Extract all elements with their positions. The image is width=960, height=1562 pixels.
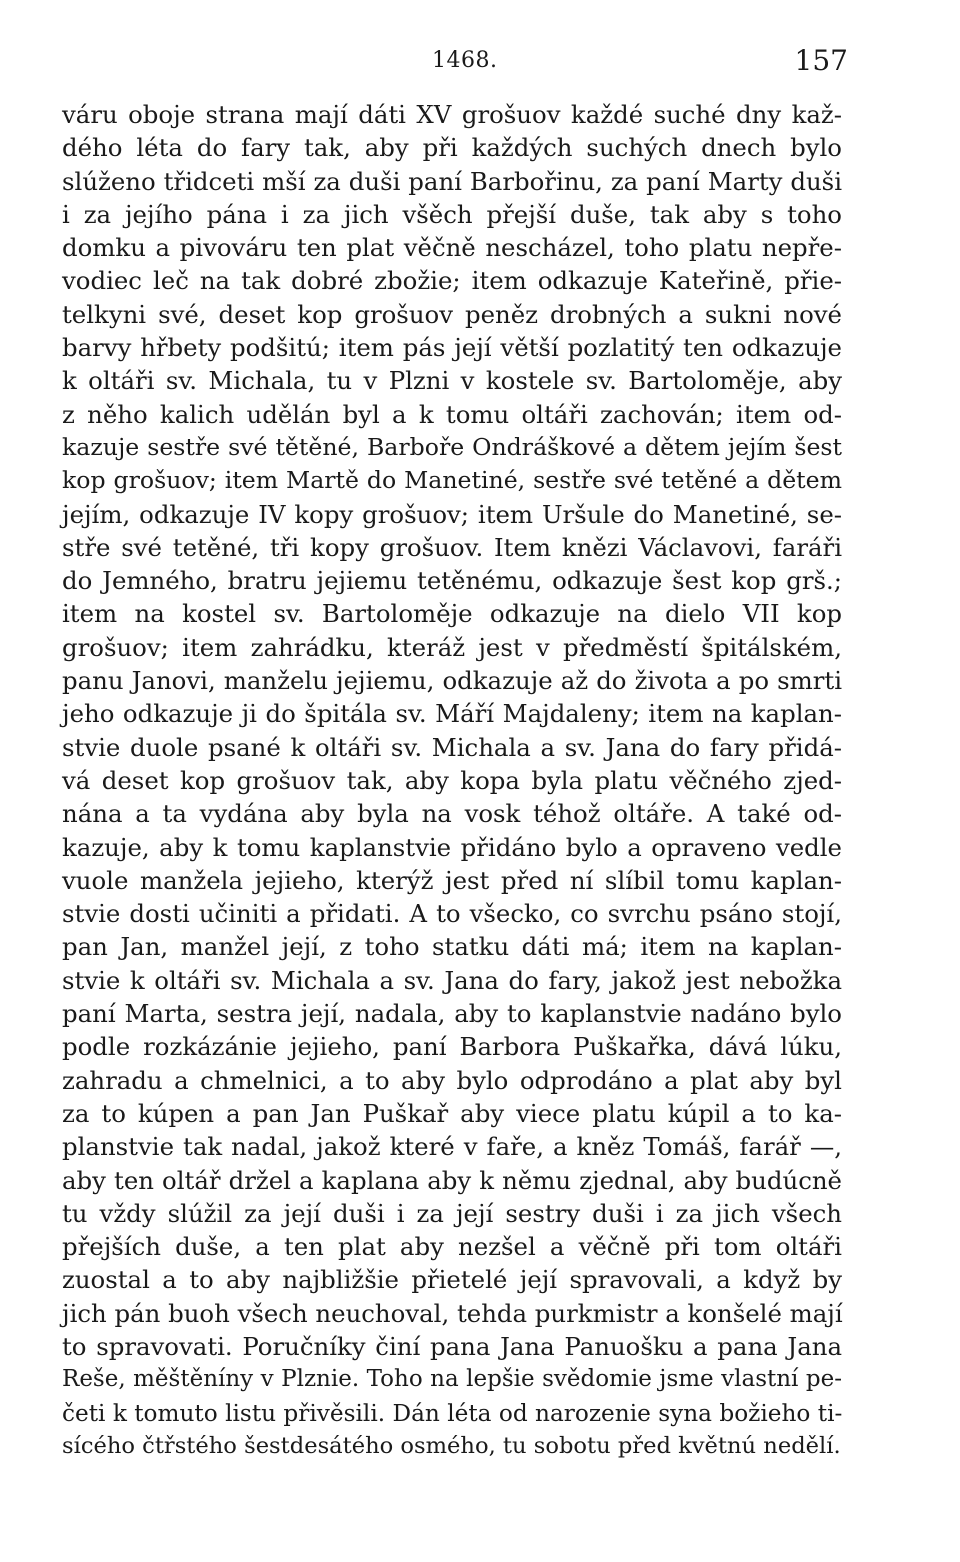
- text-line: stvie duole psané k oltáři sv. Michala a sv. Jana do fary přidá-: [62, 732, 842, 762]
- text-line: panu Janovi, manželu jejiemu, odkazuje až do života a po smrti: [62, 666, 842, 696]
- page-header: [62, 42, 848, 82]
- text-line: i za jejího pána i za jich všěch přejší duše, tak aby s toho: [62, 199, 842, 229]
- text-line: domku a pivováru ten plat věčně nescházel, toho platu nepře-: [62, 233, 842, 263]
- text-line: četi k tomuto listu přivěsili. Dán léta od narozenie syna božieho ti-: [62, 1399, 843, 1427]
- text-line: Reše, měštěníny v Plznie. Toho na lepšie svědomie jsme vlastní pe-: [62, 1366, 842, 1393]
- text-line: přejších duše, a ten plat aby nezšel a věčně při tom oltáři: [62, 1232, 842, 1262]
- text-line: jejím, odkazuje IV kopy grošuov; item Uršule do Manetiné, se-: [62, 499, 842, 529]
- text-line: jich pán buoh všech neuchoval, tehda purkmistr a konšelé mají: [62, 1298, 843, 1328]
- text-line: kazuje, aby k tomu kaplanstvie přidáno bylo a opraveno vedle: [62, 832, 842, 862]
- text-line: zahradu a chmelnici, a to aby bylo odprodáno a plat aby byl: [62, 1065, 842, 1095]
- text-line: z něho kalich udělán byl a k tomu oltáři zachován; item od-: [62, 399, 842, 429]
- text-line: stvie dosti učiniti a přidati. A to všecko, co svrchu psáno stojí,: [62, 899, 842, 929]
- text-line: k oltáři sv. Michala, tu v Plzni v kostele sv. Bartoloměje, aby: [62, 366, 842, 396]
- text-line: kop grošuov; item Martě do Manetiné, sestře své tetěné a dětem: [62, 466, 842, 495]
- text-line: grošuov; item zahrádku, kteráž jest v předměstí špitálském,: [62, 632, 842, 662]
- text-line: do Jemného, bratru jejiemu tetěnému, odkazuje šest kop grš.;: [62, 566, 842, 596]
- text-line: aby ten oltář držel a kaplana aby k němu zjednal, aby budúcně: [62, 1165, 842, 1195]
- text-line: stře své tetěné, tři kopy grošuov. Item knězi Václavovi, faráři: [62, 532, 842, 562]
- text-line: váru oboje strana mají dáti XV grošuov každé suché dny kaž-: [62, 100, 842, 129]
- text-line: nána a ta vydána aby byla na vosk téhož oltáře. A také od-: [62, 799, 842, 829]
- text-line: slúženo třidceti mší za duši paní Barbořinu, za paní Marty duši: [62, 166, 842, 196]
- text-line: paní Marta, sestra její, nadala, aby to kaplanstvie nadáno bylo: [62, 999, 842, 1029]
- text-line: barvy hřbety podšitú; item pás její větší pozlatitý ten odkazuje: [62, 333, 842, 363]
- text-line: vodiec leč na tak dobré zbožie; item odkazuje Kateřině, přie-: [62, 266, 842, 296]
- text-line: jeho odkazuje ji do špitála sv. Máří Majdaleny; item na kaplan-: [62, 699, 842, 729]
- text-line: vá deset kop grošuov tak, aby kopa byla platu věčného zjed-: [62, 765, 842, 795]
- text-line: tu vždy slúžil za její duši i za její sestry duši i za jich všech: [62, 1198, 842, 1228]
- text-line: planstvie tak nadal, jakož které v faře, a kněz Tomáš, farář —,: [62, 1132, 842, 1162]
- text-line: podle rozkázánie jejieho, paní Barbora Puškařka, dává lúku,: [62, 1032, 842, 1062]
- text-line: vuole manžela jejieho, kterýž jest před ní slíbil tomu kaplan-: [62, 865, 842, 895]
- page-number: 157: [794, 44, 848, 77]
- text-line: za to kúpen a pan Jan Puškař aby viece platu kúpil a to ka-: [62, 1098, 842, 1128]
- text-line: kazuje sestře své tětěné, Barboře Ondráškové a dětem jejím šest: [62, 432, 842, 461]
- text-line: zuostal a to aby najbližšie přietelé její spravovali, a když by: [62, 1265, 842, 1295]
- text-line: telkyni své, deset kop grošuov peněz drobných a sukni nové: [62, 299, 842, 329]
- text-line: dého léta do fary tak, aby při každých suchých dnech bylo: [62, 133, 842, 163]
- text-line: sícého čtřstého šestdesátého osmého, tu sobotu před květnú nedělí.: [62, 1432, 841, 1459]
- text-line: to spravovati. Poručníky činí pana Jana Panuošku a pana Jana: [62, 1331, 842, 1361]
- header-year: 1468.: [432, 48, 498, 73]
- text-line: item na kostel sv. Bartoloměje odkazuje na dielo VII kop: [62, 599, 842, 629]
- text-line: pan Jan, manžel její, z toho statku dáti má; item na kaplan-: [62, 932, 842, 962]
- body-text: [62, 98, 842, 1463]
- text-line: stvie k oltáři sv. Michala a sv. Jana do fary, jakož jest nebožka: [62, 965, 842, 995]
